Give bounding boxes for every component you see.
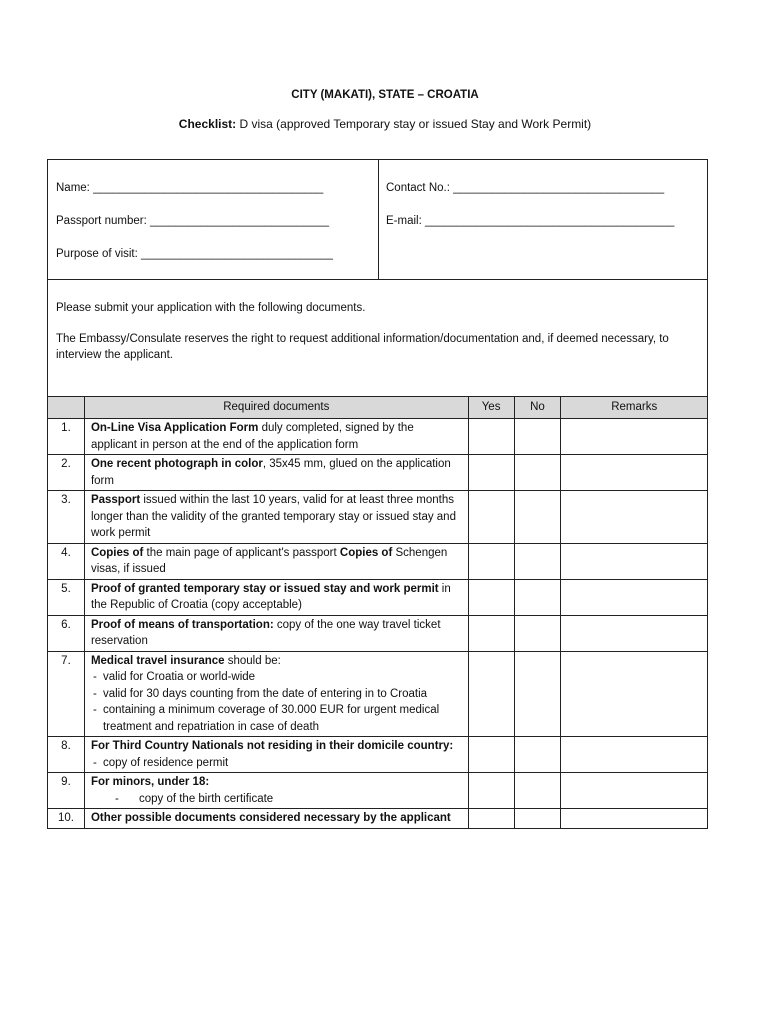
- table-row: [48, 651, 708, 737]
- no-checkbox-cell[interactable]: [514, 455, 561, 491]
- document-description: [84, 773, 468, 809]
- document-description: [84, 615, 468, 651]
- document-details: , 35x45 mm, glued on the application form: [90, 458, 451, 487]
- document-title: One recent photograph in color: [90, 458, 263, 470]
- document-title: Copies of: [90, 546, 144, 559]
- table-row: [48, 491, 708, 544]
- table-row: [48, 773, 708, 809]
- no-checkbox-cell[interactable]: [514, 491, 561, 544]
- applicant-info-box: [47, 159, 708, 397]
- table-body: [48, 419, 708, 829]
- no-checkbox-cell[interactable]: [514, 579, 561, 615]
- table-row: [48, 543, 708, 579]
- table-row: [48, 809, 708, 829]
- remarks-cell[interactable]: [561, 543, 708, 579]
- remarks-cell[interactable]: [561, 419, 708, 455]
- requirement-item: - containing a minimum coverage of 30.000 EUR for urgent medical treatment and repatriation in case of death: [91, 702, 462, 735]
- row-number: 10.: [48, 809, 85, 829]
- reserve-note: The Embassy/Consulate reserves the right to request additional information/documentation and, if deemed necessary, to interview the applicant.: [56, 333, 669, 361]
- no-checkbox-cell[interactable]: [514, 615, 561, 651]
- table-row: [48, 737, 708, 773]
- yes-checkbox-cell[interactable]: [468, 737, 514, 773]
- document-details: in the Republic of Croatia (copy acceptable): [90, 582, 451, 611]
- table-row: [48, 455, 708, 491]
- document-description: [84, 455, 468, 491]
- document-title: Passport: [90, 494, 141, 506]
- document-title: Medical travel insurance: [90, 654, 225, 667]
- header-no: No: [514, 397, 561, 419]
- document-details: duly completed, signed by the applicant in person at the end of the application form: [90, 422, 414, 451]
- email-field[interactable]: E-mail: _______________________________________: [386, 215, 675, 227]
- remarks-cell[interactable]: [561, 809, 708, 829]
- remarks-cell[interactable]: [561, 455, 708, 491]
- checklist-subtitle: [0, 117, 770, 131]
- document-title: Proof of granted temporary stay or issued stay and work permit: [90, 582, 439, 595]
- document-description: [84, 737, 468, 773]
- row-number: 7.: [48, 651, 85, 737]
- no-checkbox-cell[interactable]: [514, 809, 561, 829]
- requirement-list: [91, 755, 462, 772]
- remarks-cell[interactable]: [561, 651, 708, 737]
- row-number: 9.: [48, 773, 85, 809]
- remarks-cell[interactable]: [561, 773, 708, 809]
- no-checkbox-cell[interactable]: [514, 419, 561, 455]
- document-description: [84, 579, 468, 615]
- no-checkbox-cell[interactable]: [514, 543, 561, 579]
- document-details: copy of the one way travel ticket reservation: [90, 618, 441, 647]
- applicant-info-left: [48, 160, 379, 279]
- header-remarks: Remarks: [561, 397, 708, 419]
- yes-checkbox-cell[interactable]: [468, 579, 514, 615]
- yes-checkbox-cell[interactable]: [468, 543, 514, 579]
- requirement-item: - copy of the birth certificate: [91, 791, 462, 808]
- document-description: [84, 651, 468, 737]
- document-details: the main page of applicant's passport: [143, 546, 340, 559]
- yes-checkbox-cell[interactable]: [468, 773, 514, 809]
- yes-checkbox-cell[interactable]: [468, 455, 514, 491]
- document-details: issued within the last 10 years, valid for at least three months longer than the validity of the granted temporary stay or issued stay and work permit: [90, 494, 456, 539]
- row-number: 2.: [48, 455, 85, 491]
- contact-number-field[interactable]: Contact No.: _________________________________: [386, 182, 665, 194]
- document-title: For Third Country Nationals not residing in their domicile country:: [90, 740, 454, 752]
- document-description: [84, 491, 468, 544]
- document-description: [84, 543, 468, 579]
- yes-checkbox-cell[interactable]: [468, 651, 514, 737]
- checklist-text: D visa (approved Temporary stay or issued Stay and Work Permit): [236, 117, 592, 131]
- remarks-cell[interactable]: [561, 579, 708, 615]
- yes-checkbox-cell[interactable]: [468, 419, 514, 455]
- table-row: [48, 419, 708, 455]
- requirement-item: - valid for 30 days counting from the date of entering in to Croatia: [91, 686, 462, 703]
- document-details: should be:: [224, 654, 281, 667]
- name-field[interactable]: Name: ____________________________________: [56, 182, 324, 194]
- checklist-label: Checklist:: [178, 117, 237, 131]
- document-title: Proof of means of transportation:: [90, 618, 274, 631]
- document-description: [84, 809, 468, 829]
- remarks-cell[interactable]: [561, 737, 708, 773]
- remarks-cell[interactable]: [561, 615, 708, 651]
- no-checkbox-cell[interactable]: [514, 773, 561, 809]
- row-number: 4.: [48, 543, 85, 579]
- no-checkbox-cell[interactable]: [514, 737, 561, 773]
- header-required-documents: Required documents: [84, 397, 468, 419]
- document-title-extra: Copies of: [339, 546, 393, 559]
- yes-checkbox-cell[interactable]: [468, 615, 514, 651]
- no-checkbox-cell[interactable]: [514, 651, 561, 737]
- row-number: 8.: [48, 737, 85, 773]
- row-number: 1.: [48, 419, 85, 455]
- requirement-item: - valid for Croatia or world-wide: [91, 669, 462, 686]
- document-title: For minors, under 18:: [90, 776, 210, 788]
- document-details-extra: Schengen visas, if issued: [90, 546, 448, 575]
- table-row: [48, 615, 708, 651]
- document-title: Other possible documents considered necessary by the applicant: [90, 812, 451, 824]
- row-number: 3.: [48, 491, 85, 544]
- info-divider: [48, 279, 707, 280]
- table-row: [48, 579, 708, 615]
- header-yes: Yes: [468, 397, 514, 419]
- document-title: On-Line Visa Application Form: [90, 422, 259, 434]
- required-documents-table: [47, 396, 708, 829]
- yes-checkbox-cell[interactable]: [468, 809, 514, 829]
- requirement-item: - copy of residence permit: [91, 755, 462, 772]
- row-number: 6.: [48, 615, 85, 651]
- passport-number-field[interactable]: Passport number: ____________________________: [56, 215, 330, 227]
- table-header-row: [48, 397, 708, 419]
- yes-checkbox-cell[interactable]: [468, 491, 514, 544]
- document-title: CITY (MAKATI), STATE – CROATIA: [291, 89, 479, 101]
- row-number: 5.: [48, 579, 85, 615]
- requirement-list: [91, 791, 462, 808]
- requirement-list: [91, 669, 462, 735]
- remarks-cell[interactable]: [561, 491, 708, 544]
- purpose-of-visit-field[interactable]: Purpose of visit: ______________________________: [56, 248, 333, 260]
- document-description: [84, 419, 468, 455]
- header-number: [48, 397, 85, 419]
- submit-note: Please submit your application with the following documents.: [56, 302, 366, 314]
